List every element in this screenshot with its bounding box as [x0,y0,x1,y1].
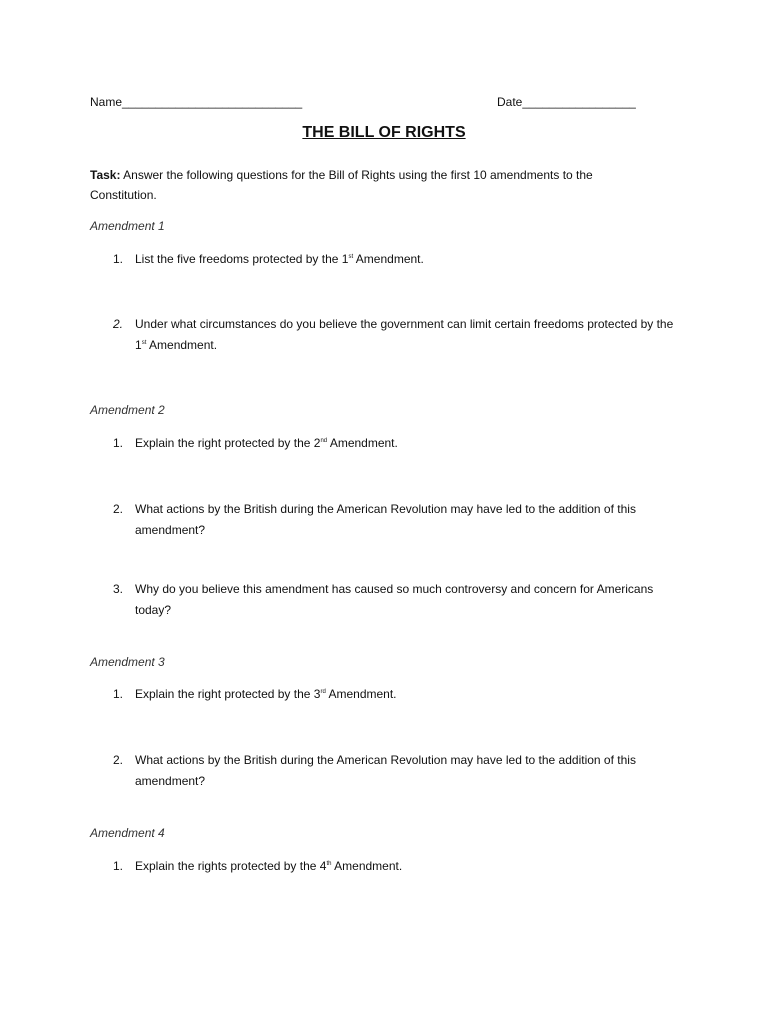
amendment-1-question-2 [113,314,683,355]
ordinal-suffix: st [141,339,147,346]
amendment-3-question-1 [113,684,683,705]
question-text: Explain the right protected by the 2 [135,436,321,450]
task-instructions [90,165,650,205]
amendment-4-heading: Amendment 4 [90,826,165,840]
date-field-label: Date_________________ [497,95,636,109]
task-label: Task: [90,168,121,182]
ordinal-suffix: st [348,254,354,260]
question-number: 2. [113,317,124,331]
question-number: 2. [113,502,124,516]
question-text: Under what circumstances do you believe the government can limit certain freedoms protected by the 1 [135,317,674,352]
question-text-end: Amendment. [353,252,424,266]
amendment-3-heading: Amendment 3 [90,655,165,669]
name-field-label: Name___________________________ [90,95,303,109]
amendment-2-question-1 [113,433,683,454]
question-text-end: Amendment. [327,436,398,450]
amendment-4-question-1 [113,856,683,877]
question-text: Explain the rights protected by the 4 [135,859,327,873]
question-text-end: Amendment. [146,337,218,352]
question-text: What actions by the British during the American Revolution may have led to the addition of this amendment? [135,502,636,537]
question-number: 2. [113,753,124,767]
amendment-3-question-2 [113,750,683,791]
question-number: 1. [113,436,124,450]
question-text-end: Amendment. [331,859,403,873]
ordinal-suffix: th [326,861,332,867]
amendment-2-question-3 [113,579,683,620]
question-number: 1. [113,859,124,873]
question-text: Explain the right protected by the 3 [135,687,321,701]
question-number: 3. [113,582,124,596]
question-text: List the five freedoms protected by the 1 [135,252,349,266]
ordinal-suffix: rd [320,689,326,695]
amendment-2-question-2 [113,499,683,540]
question-number: 1. [113,687,124,701]
question-number: 1. [113,252,124,266]
question-text-end: Amendment. [325,687,397,701]
page-title: THE BILL OF RIGHTS [302,124,466,141]
question-text: Why do you believe this amendment has caused so much controversy and concern for Americans today? [135,582,654,617]
question-text: What actions by the British during the American Revolution may have led to the addition of this amendment? [135,753,636,788]
amendment-2-heading: Amendment 2 [90,403,165,417]
amendment-1-question-1 [113,249,683,270]
ordinal-suffix: nd [320,438,328,444]
task-text: Answer the following questions for the Bill of Rights using the first 10 amendments to the Constitution. [90,168,593,202]
amendment-1-heading: Amendment 1 [90,219,165,233]
